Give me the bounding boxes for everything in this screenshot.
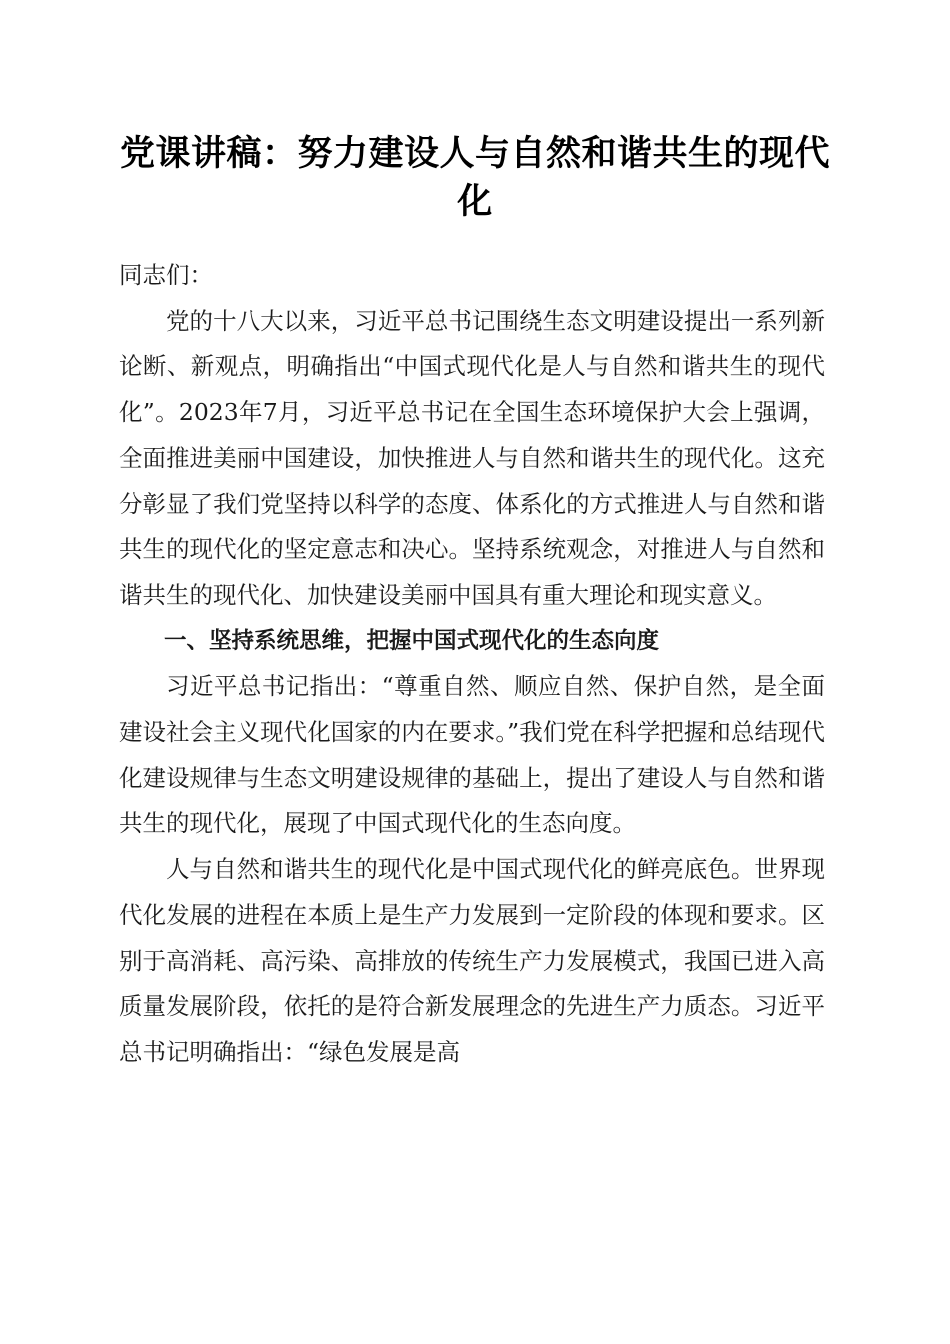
intro-paragraph: 党的十八大以来，习近平总书记围绕生态文明建设提出一系列新论断、新观点，明确指出“中国式现代化是人与自然和谐共生的现代化”。2023年7月，习近平总书记在全国生态环境保护大会上强调，全面推进美丽中国建设，加快推进人与自然和谐共生的现代化。这充分彰显了我们党坚持以科学的态度、体系化的方式推进人与自然和谐共生的现代化的坚定意志和决心。坚持系统观念，对推进人与自然和谐共生的现代化、加快建设美丽中国具有重大理论和现实意义。 (119, 306, 825, 609)
section-paragraph: 习近平总书记指出：“尊重自然、顺应自然、保护自然，是全面建设社会主义现代化国家的内在要求。”我们党在科学把握和总结现代化建设规律与生态文明建设规律的基础上，提出了建设人与自然和谐共生的现代化，展现了中国式现代化的生态向度。 (119, 672, 825, 838)
document-body (119, 253, 825, 1076)
document-title: 党课讲稿：努力建设人与自然和谐共生的现代化 (119, 134, 830, 222)
salutation: 同志们： (119, 261, 213, 289)
section-heading: 一、坚持系统思维，把握中国式现代化的生态向度 (164, 627, 660, 654)
section-paragraph: 人与自然和谐共生的现代化是中国式现代化的鲜亮底色。世界现代化发展的进程在本质上是生产力发展到一定阶段的体现和要求。区别于高消耗、高污染、高排放的传统生产力发展模式，我国已进入高质量发展阶段，依托的是符合新发展理念的先进生产力质态。习近平总书记明确指出：“绿色发展是高 (119, 855, 825, 1066)
